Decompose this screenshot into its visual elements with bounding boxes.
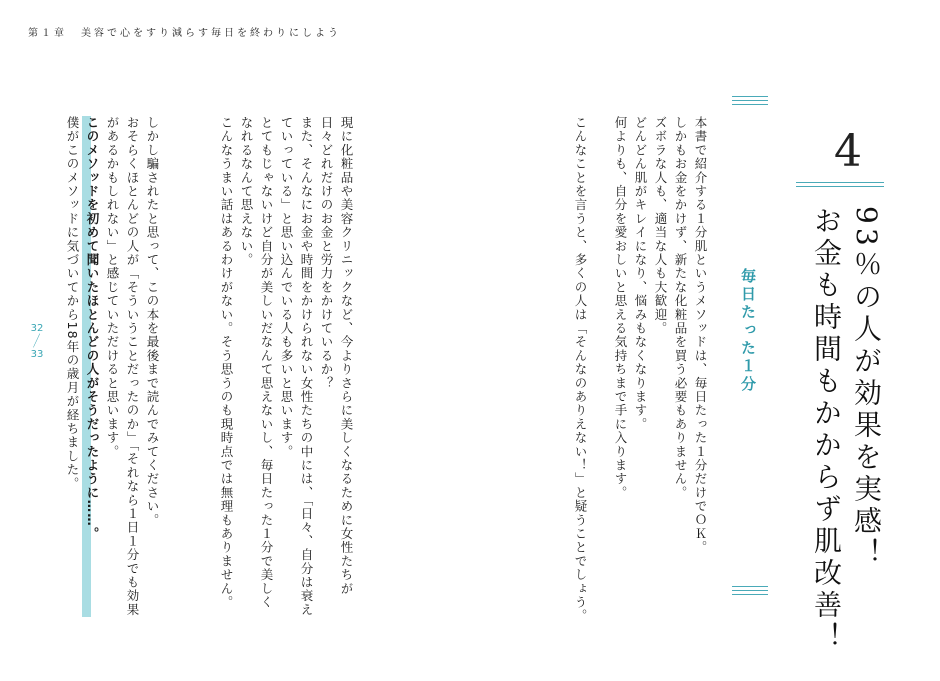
body-line: なれるなんて思えない。 xyxy=(239,116,254,267)
intro-line: ズボラな人も、適当な人も大歓迎。 xyxy=(653,116,668,336)
page-number-separator: ／ xyxy=(28,332,45,350)
intro-line: 本書で紹介する１分肌というメソッドは、毎日たった１分だけでＯＫ。 xyxy=(693,116,708,555)
page-numbers xyxy=(26,322,48,361)
chapter-label: 第１章 xyxy=(28,28,67,39)
body-line: があるかもしれない」と感じていただけると思います。 xyxy=(105,116,120,459)
doubt-paragraph: こんなことを言うと、多くの人は「そんなのありえない！」と疑うことでしょう。 xyxy=(573,116,588,623)
running-header xyxy=(28,24,341,39)
section-number: 4 xyxy=(834,126,862,177)
body-line: 僕がこのメソッドに気づいてから18年の歳月が経ちました。 xyxy=(65,116,80,491)
chapter-title: 美容で心をすり減らす毎日を終わりにしよう xyxy=(81,28,341,39)
body-line: また、そんなにお金や時間をかけられない女性たちの中には、「日々、自分は衰え xyxy=(299,116,314,617)
body-paragraph-method xyxy=(62,116,162,617)
body-line: 現に化粧品や美容クリニックなど、今よりさらに美しくなるために女性たちが xyxy=(339,116,354,596)
body-line: しかし騙されたと思って、この本を最後まで読んでみてください。 xyxy=(145,116,160,527)
section-title-line: お金も時間もかからず肌改善！ xyxy=(810,206,843,654)
body-line: ていっている」と思い込んでいる人も多いと思います。 xyxy=(279,116,294,459)
body-line: こんなうまい話はあるわけがない。そう思うのも現時点では無理もありません。 xyxy=(219,116,234,610)
paragraph-gap xyxy=(590,116,610,623)
intro-line: 何よりも、自分を愛おしいと思える気持ちまで手に入ります。 xyxy=(613,116,628,500)
intro-line: しかもお金をかけず、新たな化粧品を買う必要もありません。 xyxy=(673,116,688,500)
highlighted-sentence: このメソッドを初めて聞いたほとんどの人がそうだったように……。 xyxy=(82,116,102,617)
title-rule xyxy=(796,182,884,190)
intro-paragraph xyxy=(570,116,710,623)
body-paragraph-reality xyxy=(216,116,356,617)
section-title xyxy=(806,206,886,654)
section-subtitle: 毎日たった１分 xyxy=(739,268,757,394)
body-line: とてもじゃないけど自分が美しいだなんて思えないし、毎日たった１分で美しく xyxy=(259,116,274,610)
body-line: おそらくほとんどの人が「そういうことだったのか」「それなら１日１分でも効果 xyxy=(125,116,140,617)
intro-line: どんどん肌がキレイになり、悩みもなくなります。 xyxy=(633,116,648,432)
body-line: 日々どれだけのお金と労力をかけているか？ xyxy=(319,116,334,390)
page-number-right: 33 xyxy=(30,349,44,360)
subtitle-rule-bottom xyxy=(732,586,768,598)
section-title-line: 93％の人が効果を実感！ xyxy=(850,206,883,570)
page-number-left: 32 xyxy=(30,323,44,334)
subtitle-rule-top xyxy=(732,96,768,108)
